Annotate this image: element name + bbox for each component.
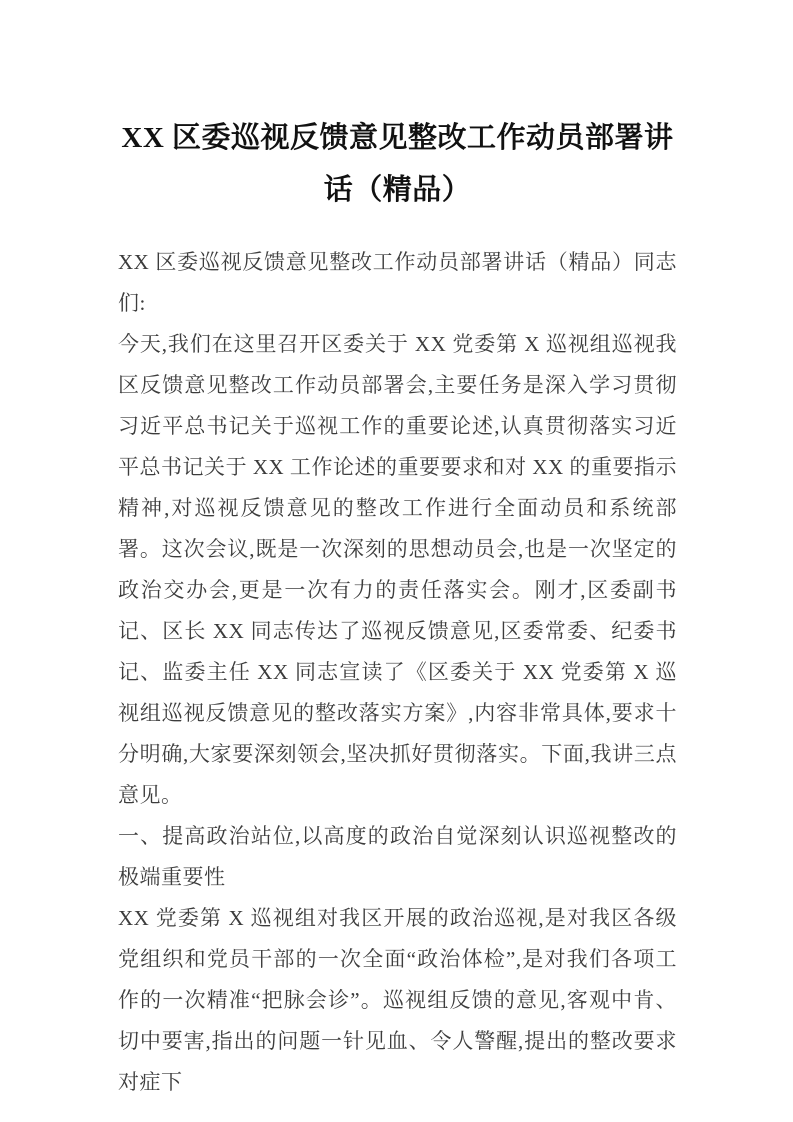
paragraph-salutation: XX 区委巡视反馈意见整改工作动员部署讲话（精品）同志们: bbox=[118, 250, 677, 315]
paragraph-section-one-heading: 一、提高政治站位,以高度的政治自觉深刻认识巡视整改的极端重要性 bbox=[118, 824, 677, 889]
paragraph-section-one-body: XX 党委第 X 巡视组对我区开展的政治巡视,是对我区各级党组织和党员干部的一次全面“政治体检”,是对我们各项工作的一次精准“把脉会诊”。巡视组反馈的意见,客观中肯、切中要害,指出的问题一针见血、令人警醒,提出的整改要求对症下 bbox=[118, 906, 677, 1094]
document-title: XX 区委巡视反馈意见整改工作动员部署讲话（精品） bbox=[121, 122, 674, 206]
paragraph-opening: 今天,我们在这里召开区委关于 XX 党委第 X 巡视组巡视我区反馈意见整改工作动员部署会,主要任务是深入学习贯彻习近平总书记关于巡视工作的重要论述,认真贯彻落实习近平总书记关于 XX 工作论述的重要要求和对 XX 的重要指示精神,对巡视反馈意见的整改工作进行全面动员和系统部署。这次会议,既是一次深刻的思想动员会,也是一次坚定的政治交办会,更是一次有力的责任落实会。刚才,区委副书记、区长 XX 同志传达了巡视反馈意见,区委常委、纪委书记、监委主任 XX 同志宣读了《区委关于 XX 党委第 X 巡视组巡视反馈意见的整改落实方案》,内容非常具体,要求十分明确,大家要深刻领会,坚决抓好贯彻落实。下面,我讲三点意见。 bbox=[118, 332, 677, 807]
